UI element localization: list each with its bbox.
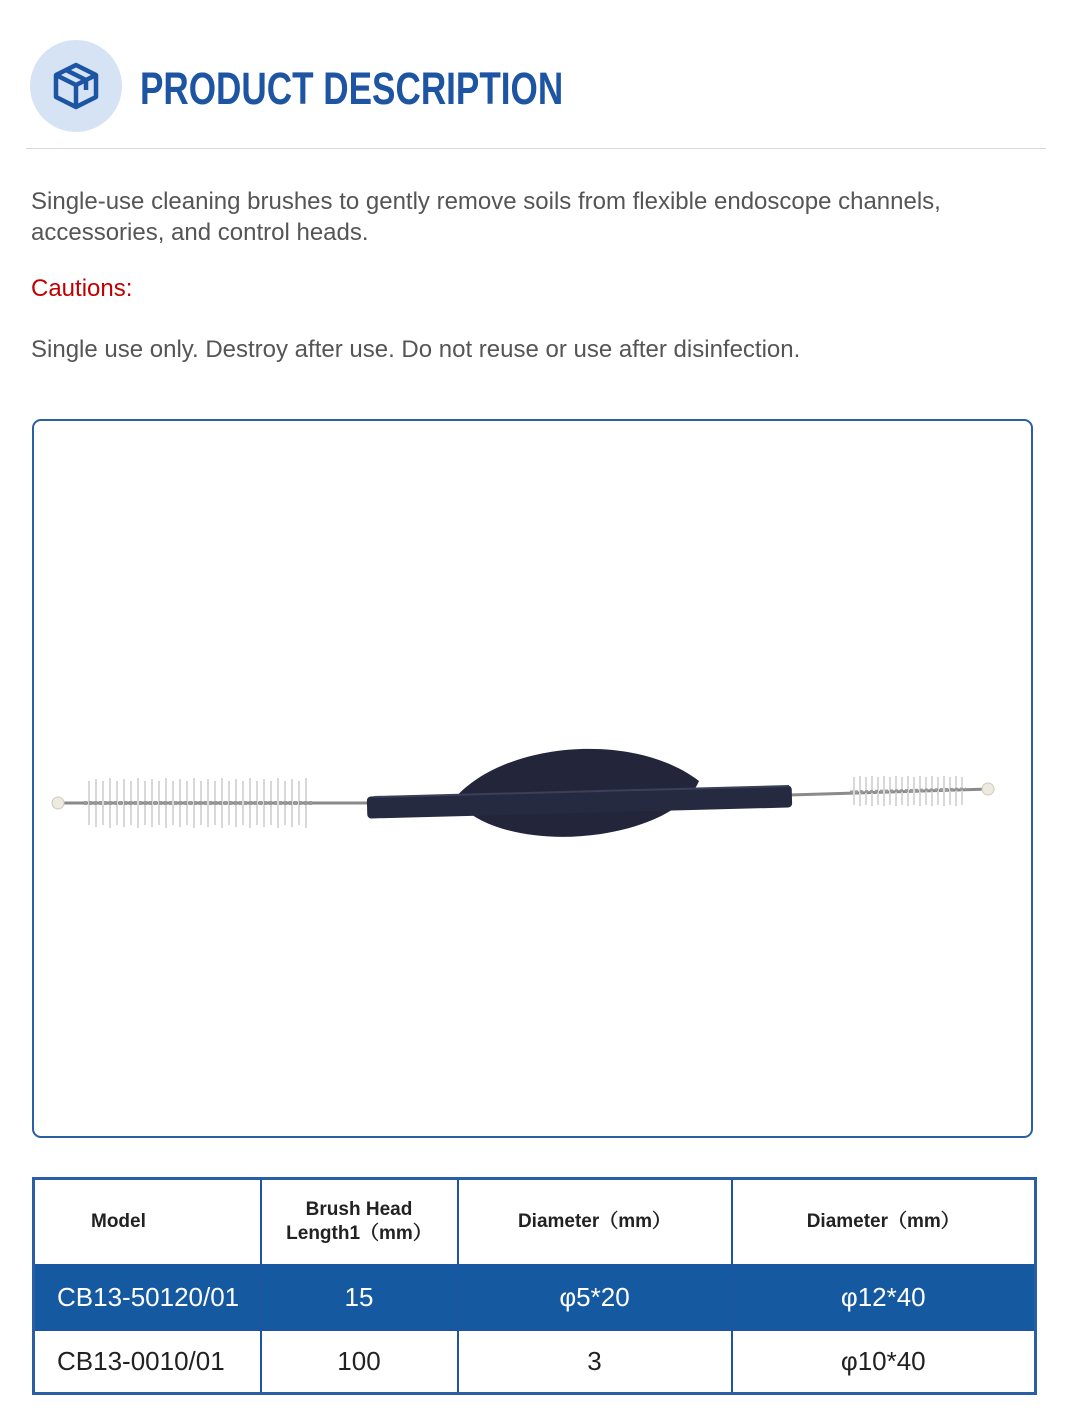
- cell-diameter-2: φ10*40: [732, 1330, 1036, 1394]
- cell-diameter-2: φ12*40: [732, 1265, 1036, 1330]
- table-row: [34, 1265, 1036, 1330]
- spec-table: [32, 1177, 1037, 1395]
- box-icon: [50, 60, 102, 112]
- cleaning-brush-image: [34, 421, 1031, 1136]
- brush-head-length-label: Brush Head Length1（mm）: [286, 1199, 432, 1244]
- cell-length: 15: [261, 1265, 458, 1330]
- cell-diameter: 3: [458, 1330, 732, 1394]
- column-header-model: Model: [34, 1179, 261, 1266]
- product-image-frame: [32, 419, 1033, 1138]
- column-header-brush-head-length: [261, 1179, 458, 1266]
- caution-heading: Cautions:: [31, 275, 133, 302]
- caution-text: Single use only. Destroy after use. Do not reuse or use after disinfection.: [31, 336, 801, 363]
- column-header-diameter: Diameter（mm）: [458, 1179, 732, 1266]
- cell-model: CB13-50120/01: [34, 1265, 261, 1330]
- cell-length: 100: [261, 1330, 458, 1394]
- page-title: PRODUCT DESCRIPTION: [140, 63, 564, 114]
- header-icon-badge: [30, 40, 122, 132]
- cell-model: CB13-0010/01: [34, 1330, 261, 1394]
- product-intro: Single-use cleaning brushes to gently remove soils from flexible endoscope channels, accessories, and control heads.: [31, 188, 941, 246]
- column-header-diameter-2: Diameter（mm）: [732, 1179, 1036, 1266]
- header-divider: [26, 148, 1046, 149]
- table-header-row: [34, 1179, 1036, 1266]
- table-row: [34, 1330, 1036, 1394]
- cell-diameter: φ5*20: [458, 1265, 732, 1330]
